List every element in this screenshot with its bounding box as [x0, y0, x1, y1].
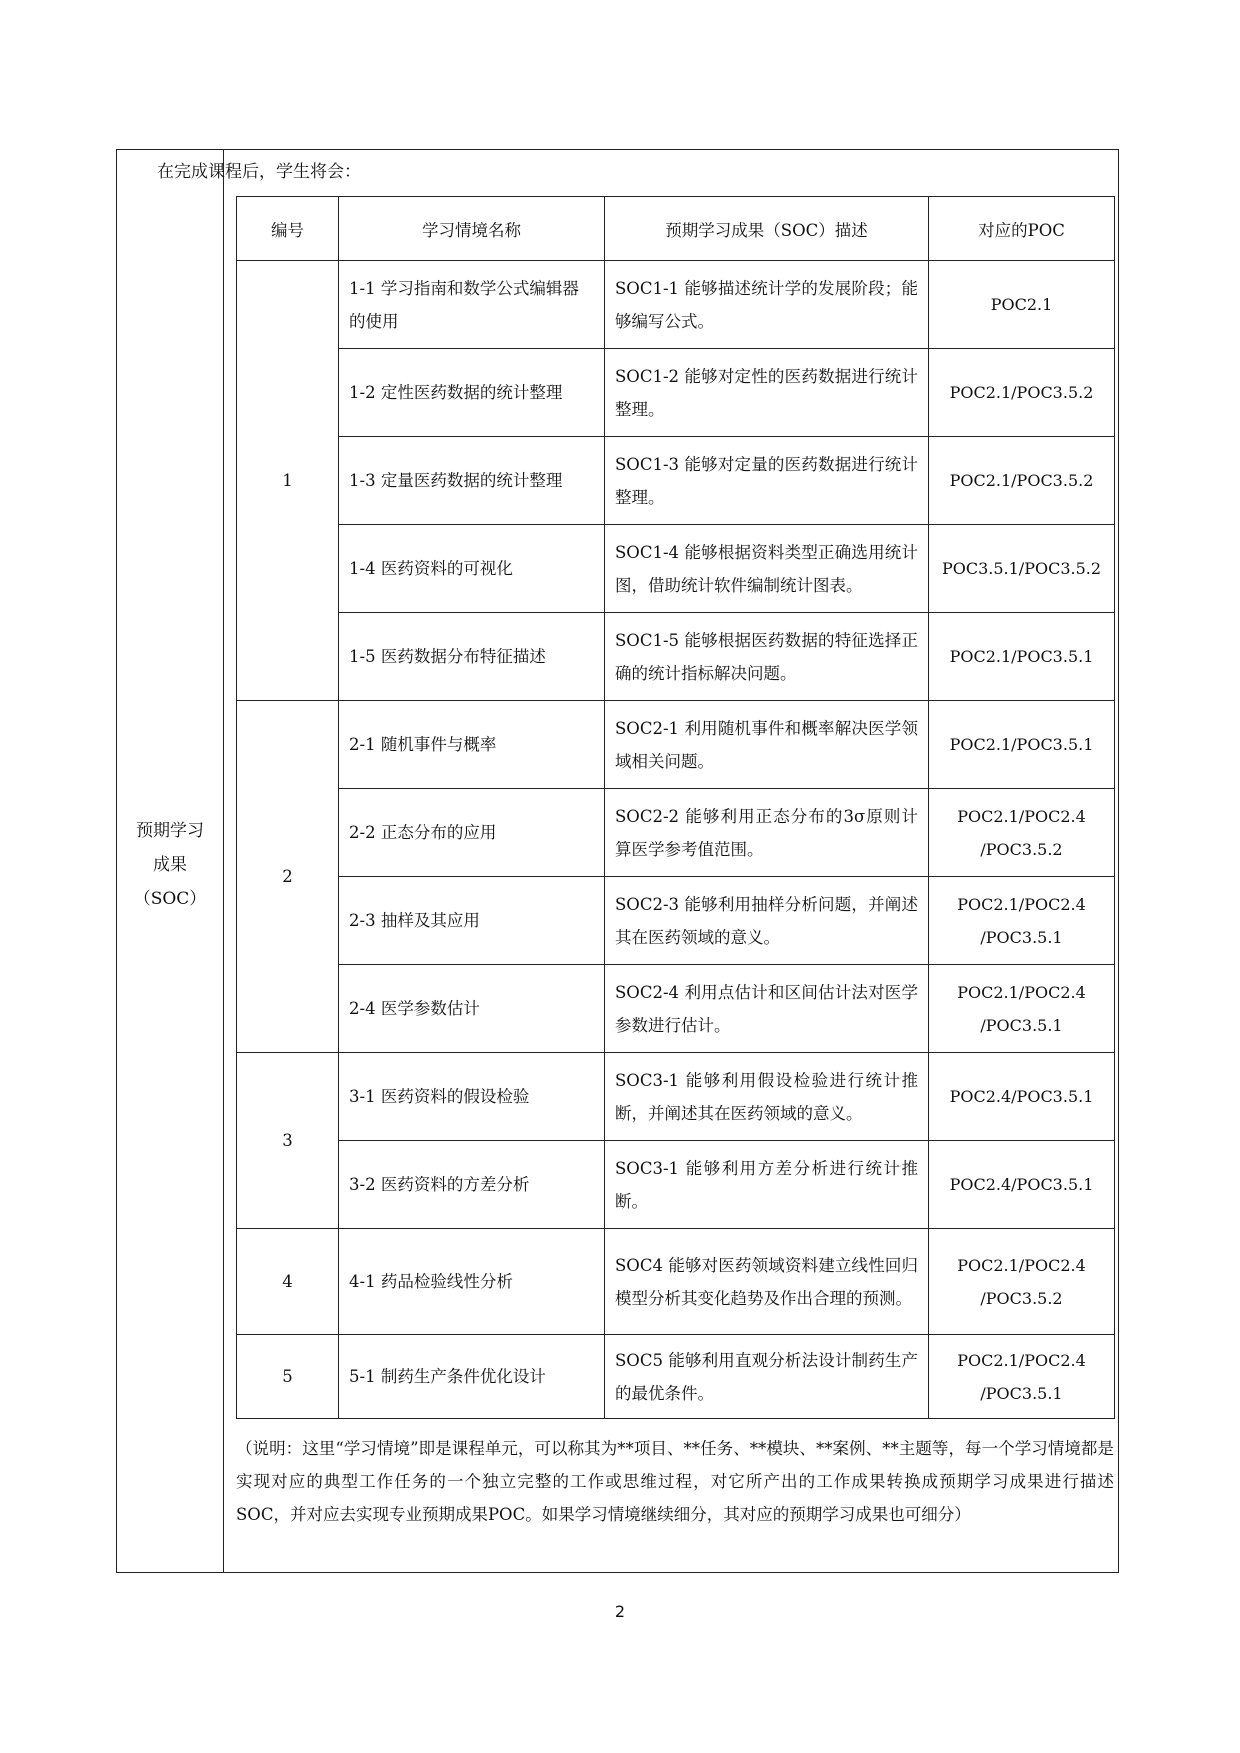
poc-line: POC2.1/POC2.4 [957, 1350, 1086, 1370]
poc-cell [929, 1335, 1115, 1419]
soc-description: SOC2-3 能够利用抽样分析问题，并阐述其在医药领域的意义。 [605, 877, 929, 965]
table-row [237, 261, 1115, 349]
situation-name: 3-1 医药资料的假设检验 [339, 1053, 605, 1141]
poc-cell [929, 525, 1115, 613]
situation-name: 4-1 药品检验线性分析 [339, 1229, 605, 1335]
table-row [237, 701, 1115, 789]
poc-cell [929, 1229, 1115, 1335]
table-row [237, 877, 1115, 965]
poc-cell [929, 789, 1115, 877]
table-body [237, 261, 1115, 1419]
situation-name: 2-4 医学参数估计 [339, 965, 605, 1053]
poc-cell [929, 1141, 1115, 1229]
poc-line: POC2.1/POC3.5.2 [949, 471, 1094, 490]
poc-line: /POC3.5.2 [980, 839, 1063, 859]
soc-description: SOC5 能够利用直观分析法设计制药生产的最优条件。 [605, 1335, 929, 1419]
group-number: 1 [237, 261, 339, 701]
table-header-row [237, 197, 1115, 261]
soc-description: SOC4 能够对医药领域资料建立线性回归模型分析其变化趋势及作出合理的预测。 [605, 1229, 929, 1335]
situation-name: 1-2 定性医药数据的统计整理 [339, 349, 605, 437]
poc-cell [929, 877, 1115, 965]
poc-cell [929, 437, 1115, 525]
poc-line: /POC3.5.2 [980, 1288, 1063, 1308]
page-number: 2 [614, 1602, 626, 1621]
table-row [237, 789, 1115, 877]
poc-line: POC2.1/POC2.4 [957, 806, 1086, 826]
header-soc: 预期学习成果（SOC）描述 [605, 197, 929, 261]
table-row [237, 349, 1115, 437]
poc-cell [929, 701, 1115, 789]
intro-text: 在完成课程后，学生将会： [157, 162, 361, 182]
situation-name: 1-3 定量医药数据的统计整理 [339, 437, 605, 525]
soc-table [236, 196, 1115, 1419]
soc-description: SOC3-1 能够利用方差分析进行统计推断。 [605, 1141, 929, 1229]
left-label-line: 预期学习 [136, 821, 204, 841]
soc-description: SOC1-4 能够根据资料类型正确选用统计图，借助统计软件编制统计图表。 [605, 525, 929, 613]
soc-description: SOC1-1 能够描述统计学的发展阶段；能够编写公式。 [605, 261, 929, 349]
table-row [237, 1335, 1115, 1419]
poc-line: POC2.1/POC2.4 [957, 1255, 1086, 1275]
left-column [117, 150, 224, 1572]
soc-description: SOC1-3 能够对定量的医药数据进行统计整理。 [605, 437, 929, 525]
header-no: 编号 [237, 197, 339, 261]
soc-description: SOC1-2 能够对定性的医药数据进行统计整理。 [605, 349, 929, 437]
table-row [237, 1141, 1115, 1229]
poc-cell [929, 1053, 1115, 1141]
note-text: （说明：这里“学习情境”即是课程单元，可以称其为**项目、**任务、**模块、**案例、**主题等，每一个学习情境都是实现对应的典型工作任务的一个独立完整的工作或思维过程，对它所产出的工作成果转换成预期学习成果进行描述SOC，并对应去实现专业预期成果POC。如果学习情境继续细分，其对应的预期学习成果也可细分） [236, 1439, 1114, 1524]
poc-cell [929, 965, 1115, 1053]
situation-name: 1-1 学习指南和数学公式编辑器的使用 [339, 261, 605, 349]
situation-name: 5-1 制药生产条件优化设计 [339, 1335, 605, 1419]
soc-description: SOC2-1 利用随机事件和概率解决医学领域相关问题。 [605, 701, 929, 789]
table-row [237, 965, 1115, 1053]
poc-cell [929, 349, 1115, 437]
poc-line: POC2.1/POC3.5.1 [949, 735, 1094, 754]
table-row [237, 613, 1115, 701]
table-row [237, 437, 1115, 525]
group-number: 3 [237, 1053, 339, 1229]
poc-line: /POC3.5.1 [980, 1015, 1063, 1035]
poc-line: POC2.4/POC3.5.1 [949, 1175, 1094, 1194]
situation-name: 1-5 医药数据分布特征描述 [339, 613, 605, 701]
left-label-line: 成果 [153, 855, 187, 875]
table-row [237, 1053, 1115, 1141]
header-name: 学习情境名称 [339, 197, 605, 261]
poc-line: POC2.4/POC3.5.1 [949, 1087, 1094, 1106]
table-row [237, 525, 1115, 613]
group-number: 5 [237, 1335, 339, 1419]
header-poc: 对应的POC [929, 197, 1115, 261]
poc-line: POC2.1/POC3.5.1 [949, 647, 1094, 666]
situation-name: 1-4 医药资料的可视化 [339, 525, 605, 613]
poc-line: POC2.1/POC3.5.2 [949, 383, 1094, 402]
table-row [237, 1229, 1115, 1335]
group-number: 2 [237, 701, 339, 1053]
left-label-line: （SOC） [133, 889, 207, 909]
poc-line: /POC3.5.1 [980, 927, 1063, 947]
left-label [117, 814, 223, 916]
poc-line: /POC3.5.1 [980, 1383, 1063, 1403]
soc-description: SOC2-4 利用点估计和区间估计法对医学参数进行估计。 [605, 965, 929, 1053]
poc-line: POC2.1 [990, 295, 1053, 314]
situation-name: 3-2 医药资料的方差分析 [339, 1141, 605, 1229]
soc-description: SOC2-2 能够利用正态分布的3σ原则计算医学参考值范围。 [605, 789, 929, 877]
soc-description: SOC3-1 能够利用假设检验进行统计推断，并阐述其在医药领域的意义。 [605, 1053, 929, 1141]
poc-line: POC2.1/POC2.4 [957, 894, 1086, 914]
situation-name: 2-3 抽样及其应用 [339, 877, 605, 965]
poc-line: POC3.5.1/POC3.5.2 [941, 559, 1102, 578]
poc-cell [929, 613, 1115, 701]
poc-cell [929, 261, 1115, 349]
situation-name: 2-2 正态分布的应用 [339, 789, 605, 877]
situation-name: 2-1 随机事件与概率 [339, 701, 605, 789]
poc-line: POC2.1/POC2.4 [957, 982, 1086, 1002]
group-number: 4 [237, 1229, 339, 1335]
soc-description: SOC1-5 能够根据医药数据的特征选择正确的统计指标解决问题。 [605, 613, 929, 701]
